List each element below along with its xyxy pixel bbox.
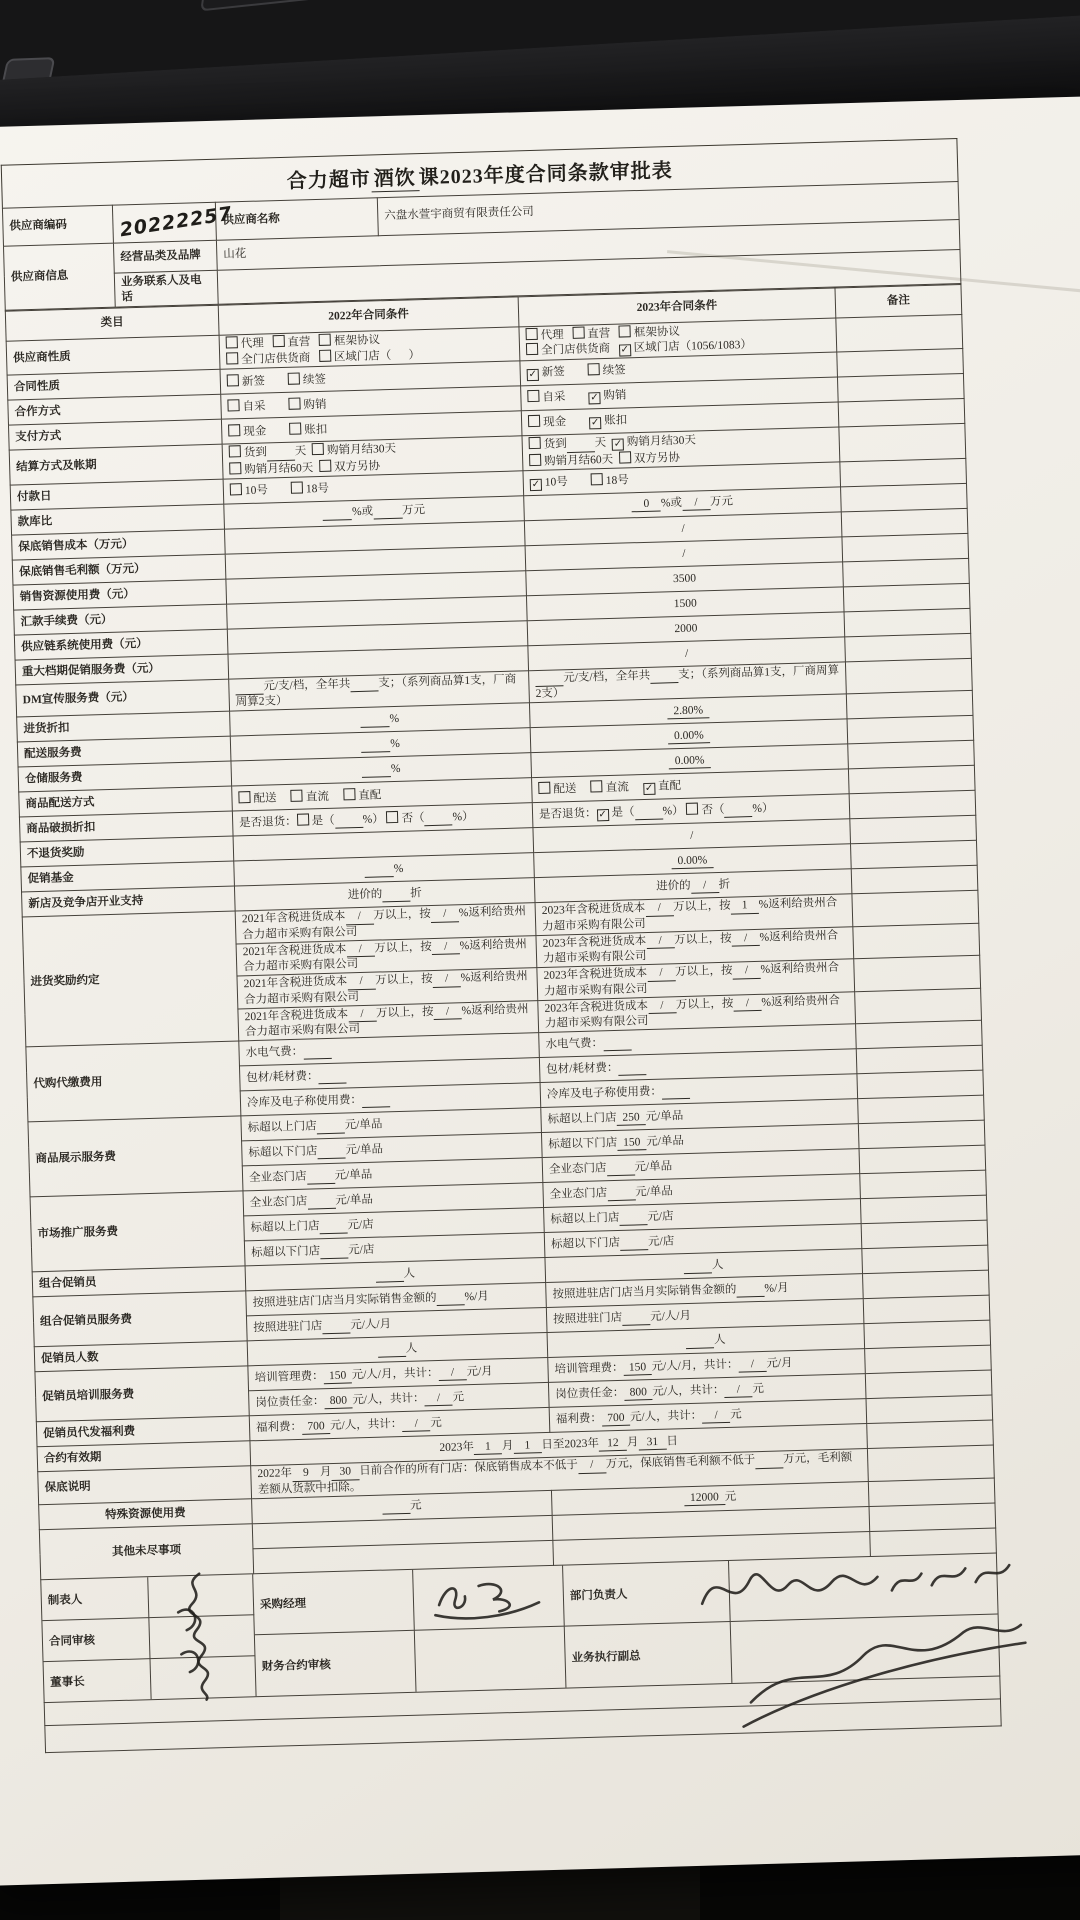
cell-remark <box>837 374 964 403</box>
cell-2023: 福利费： 700 元/人，共计： / 元 <box>549 1399 867 1433</box>
row-label: 促销基金 <box>21 861 235 892</box>
contact-label: 业务联系人及电话 <box>114 270 218 307</box>
cell-remark <box>859 1145 986 1174</box>
cell-2023: 2023年含税进货成本 / 万以上，按 1 %返利给贵州合力超市采购有限公司 <box>535 894 853 935</box>
row-label: 商品展示服务费 <box>28 1116 243 1197</box>
cell-2023: 培训管理费： 150 元/人/月，共计： / 元/月 <box>548 1349 866 1383</box>
cell-2023: 0.00% <box>534 844 852 878</box>
checkbox-unchecked <box>288 372 300 384</box>
checkbox-unchecked <box>619 451 631 463</box>
cell-remark <box>858 1095 985 1124</box>
cell-remark <box>856 1020 983 1049</box>
cell-2022: 全业态门店 元/单品 <box>243 1183 544 1216</box>
row-label: 促销员代发福利费 <box>36 1416 250 1447</box>
cell-2022: 进价的 折 <box>234 878 535 911</box>
signoff-labels-left <box>41 1577 151 1702</box>
cell-2023: 标超以上门店 250 元/单品 <box>541 1099 859 1133</box>
checkbox-unchecked <box>343 788 355 800</box>
cell-2022: 2021年含税进货成本 / 万以上，按 / %返利给贵州合力超市采购有限公司 <box>236 935 537 976</box>
cell-2023: 配送 直流 ✓ 直配 <box>532 769 850 803</box>
checkbox-checked: ✓ <box>644 783 654 795</box>
checkbox-unchecked <box>272 335 284 347</box>
cell-2023: / <box>528 637 846 671</box>
supplier-name-label: 供应商名称 <box>215 198 378 241</box>
cell-remark <box>844 608 971 637</box>
cell-remark <box>866 1395 993 1424</box>
supplier-info-label: 供应商信息 <box>3 243 115 310</box>
row-label: 配送服务费 <box>17 736 231 767</box>
cell-2022: 2021年含税进货成本 / 万以上，按 / %返利给贵州合力超市采购有限公司 <box>237 968 538 1009</box>
signature-cell <box>149 1614 255 1658</box>
checkbox-unchecked <box>319 349 331 361</box>
cell-2023: ✓ 新签 续签 <box>520 352 838 386</box>
cell-remark <box>862 1245 989 1274</box>
cell-remark <box>841 483 968 512</box>
checkbox-unchecked <box>528 415 540 427</box>
cell-2023: 是否退货： ✓ 是（ %） 否（ %） <box>532 794 850 828</box>
checkbox-checked: ✓ <box>590 417 600 429</box>
cell-remark <box>861 1220 988 1249</box>
cell-span: 2023年 1 月 1 日至2023年 12 月 31 日 <box>250 1424 867 1466</box>
cell-2023: 2023年含税进货成本 / 万以上，按 / %返利给贵州合力超市采购有限公司 <box>538 991 856 1032</box>
cell-2022: 现金 账扣 <box>221 411 522 444</box>
checkbox-unchecked <box>291 789 303 801</box>
cell-remark <box>848 766 975 795</box>
cell-remark <box>842 533 969 562</box>
cell-remark <box>865 1345 992 1374</box>
cell-remark <box>841 508 968 537</box>
cell-remark <box>867 1420 994 1449</box>
cell-2023: 1500 <box>526 587 844 621</box>
cell-2022: 培训管理费： 150 元/人/月，共计： / 元/月 <box>248 1358 549 1391</box>
remark-header: 备注 <box>835 284 962 318</box>
row-label: 进货奖励约定 <box>22 911 239 1047</box>
cell-2022: 岗位责任金： 800 元/人，共计： / 元 <box>249 1383 550 1416</box>
category-brand-label: 经营品类及品牌 <box>113 240 217 273</box>
checkbox-checked: ✓ <box>613 438 623 451</box>
cell-remark <box>863 1295 990 1324</box>
cell-2023: / <box>533 819 851 853</box>
keyboard-key <box>200 0 344 11</box>
checkbox-unchecked <box>291 482 303 494</box>
cell-2022: 货到 天 购销月结30天 购销月结60天 双方另协 <box>222 436 523 479</box>
checkbox-unchecked <box>227 399 239 411</box>
cell-2022: % <box>230 703 531 736</box>
checkbox-unchecked <box>229 462 241 474</box>
cell-2023: 货到 天 ✓ 购销月结30天 购销月结60天 双方另协 <box>522 427 840 470</box>
cell-remark <box>870 1528 997 1557</box>
cell-2023: 现金 ✓ 账扣 <box>521 402 839 436</box>
row-label: 支付方式 <box>8 419 222 450</box>
cell-2023: 元/支/档，全年共 支；（系列商品算1支，厂商周算2支） <box>529 662 847 703</box>
signature-cell <box>415 1626 567 1692</box>
cell-2023: 12000 元 <box>551 1481 869 1515</box>
checkbox-unchecked <box>619 325 631 337</box>
cell-2023: / <box>525 537 843 571</box>
row-label: 付款日 <box>10 479 224 510</box>
cell-2022: 全业态门店 元/单品 <box>242 1158 543 1191</box>
row-label: 保底销售毛利额（万元） <box>12 554 226 585</box>
signature-cell <box>150 1655 256 1699</box>
row-label: 供应链系统使用费（元） <box>14 629 228 660</box>
cell-2023: 岗位责任金： 800 元/人，共计： / 元 <box>548 1374 866 1408</box>
cell-2022: 2021年含税进货成本 / 万以上，按 / %返利给贵州合力超市采购有限公司 <box>238 1000 539 1041</box>
category-header: 类目 <box>5 305 219 341</box>
row-label: 销售资源使用费（元） <box>13 579 227 610</box>
row-label: 商品破损折扣 <box>19 811 233 842</box>
cell-2022: 水电气费： <box>239 1033 540 1066</box>
row-label: 特殊资源使用费 <box>39 1499 253 1530</box>
cell-remark <box>845 658 972 694</box>
checkbox-unchecked <box>226 352 238 364</box>
row-label: 款库比 <box>11 504 225 535</box>
cell-remark <box>856 1045 983 1074</box>
checkbox-unchecked <box>572 327 584 339</box>
checkbox-checked: ✓ <box>598 809 607 821</box>
cell-remark <box>860 1170 987 1199</box>
checkbox-unchecked <box>538 782 550 794</box>
checkbox-unchecked <box>588 363 600 375</box>
cell-2023: 人 <box>545 1249 863 1283</box>
cell-2022: % <box>231 753 532 786</box>
cell-remark <box>843 558 970 587</box>
handwritten-supplier-code: 20222257 <box>118 202 235 241</box>
checkbox-unchecked <box>591 473 603 485</box>
row-label: 重大档期促销服务费（元） <box>15 654 229 685</box>
preparer-label: 制表人 <box>41 1577 149 1620</box>
cell-remark <box>854 955 981 991</box>
row-label: 组合促销员服务费 <box>33 1291 247 1347</box>
cell-remark <box>847 716 974 745</box>
cell-2023: 进价的 / 折 <box>534 869 852 903</box>
signoff-labels-right <box>563 1561 732 1688</box>
cell-remark <box>860 1195 987 1224</box>
row-label: 代购代缴费用 <box>26 1041 241 1122</box>
cell-2022: %或 万元 <box>224 496 525 529</box>
cell-remark <box>851 841 978 870</box>
cell-2022: 包材/耗材费： <box>239 1058 540 1091</box>
cell-2023: 0 %或 / 万元 <box>524 487 842 521</box>
checkbox-unchecked <box>289 422 301 434</box>
cell-remark <box>838 399 965 428</box>
row-label: 合同性质 <box>7 369 221 400</box>
finance-review-label: 财务合约审核 <box>255 1630 417 1696</box>
cell-remark <box>851 866 978 895</box>
executive-vp-label: 业务执行副总 <box>565 1621 733 1687</box>
cell-2023: / <box>524 512 842 546</box>
cell-2022: 人 <box>245 1258 546 1291</box>
col-2023-header: 2023年合同条件 <box>518 288 836 327</box>
cell-remark <box>837 349 964 378</box>
cell-2022: % <box>234 853 535 886</box>
checkbox-unchecked <box>230 483 242 495</box>
cell-remark <box>855 988 982 1024</box>
checkbox-checked: ✓ <box>620 344 630 356</box>
cell-2023: 水电气费： <box>539 1024 857 1058</box>
contract-terms-table <box>5 284 997 1580</box>
cell-2022: 元 <box>252 1490 553 1523</box>
cell-2023: 自采 ✓ 购销 <box>521 377 839 411</box>
signoff-sig-left <box>148 1574 256 1699</box>
checkbox-unchecked <box>529 453 541 465</box>
cell-remark <box>869 1503 996 1532</box>
checkbox-unchecked <box>319 459 331 471</box>
checkbox-unchecked <box>296 814 308 826</box>
supplier-code-label: 供应商编码 <box>2 205 113 246</box>
cell-2023: 标超以下门店 元/店 <box>544 1224 862 1258</box>
cell-2023: 2000 <box>527 612 845 646</box>
cell-2022: 福利费： 700 元/人，共计： / 元 <box>249 1408 550 1441</box>
row-label: 市场推广服务费 <box>30 1191 245 1272</box>
cell-2022: % <box>230 728 531 761</box>
checkbox-unchecked <box>227 374 239 386</box>
dept-head-label: 部门负责人 <box>563 1561 731 1626</box>
row-label: 促销员人数 <box>34 1341 248 1372</box>
cell-2022: 标超以下门店 元/店 <box>244 1233 545 1266</box>
cell-2023: 0.00% <box>530 719 848 753</box>
contract-review-label: 合同审核 <box>42 1617 150 1661</box>
cell-2023: 2023年含税进货成本 / 万以上，按 / %返利给贵州合力超市采购有限公司 <box>536 927 854 968</box>
cell-remark <box>849 791 976 820</box>
cell-2022: 标超以上门店 元/单品 <box>241 1108 542 1141</box>
checkbox-checked: ✓ <box>528 369 538 381</box>
checkbox-unchecked <box>229 445 241 457</box>
row-label: 供应商性质 <box>6 335 220 375</box>
cell-2022: 标超以上门店 元/店 <box>244 1208 545 1241</box>
row-label: 保底说明 <box>38 1466 252 1504</box>
checkbox-unchecked <box>529 437 541 449</box>
cell-2023: 标超以上门店 元/店 <box>544 1199 862 1233</box>
cell-span: 2022年 9 月 30 日前合作的所有门店：保底销售成本不低于 / 万元，保底销售毛利额不低于 万元，毛利额差额从货款中扣除。 <box>251 1449 869 1499</box>
row-label: 商品配送方式 <box>19 786 233 817</box>
signature-cell <box>148 1574 254 1617</box>
cell-2022: 按照进驻店门店当月实际销售金额的 %/月 <box>246 1283 547 1316</box>
cell-remark <box>846 691 973 720</box>
form-title: 合力超市酒饮课2023年度合同条款审批表 <box>1 138 959 208</box>
cell-2023: 2.80% <box>529 694 847 728</box>
cell-2022: 2021年含税进货成本 / 万以上，按 / %返利给贵州合力超市采购有限公司 <box>235 903 536 944</box>
checkbox-checked: ✓ <box>531 478 541 490</box>
cell-2022: 代理 直营 框架协议 全门店供货商 区域门店（ ） <box>219 327 520 370</box>
cell-2023: 按照进驻店门店当月实际销售金额的 %/月 <box>546 1274 864 1308</box>
cell-2023: 冷库及电子称使用费： <box>540 1074 858 1108</box>
cell-remark <box>857 1070 984 1099</box>
checkbox-unchecked <box>226 337 238 349</box>
supplier-code-cell <box>112 202 235 243</box>
row-label: 其他未尽事项 <box>39 1524 253 1580</box>
signoff-labels-mid <box>253 1570 416 1696</box>
cell-remark <box>858 1120 985 1149</box>
row-label: 组合促销员 <box>32 1266 246 1297</box>
cell-2022: 配送 直流 直配 <box>232 778 533 811</box>
cell-2023: 包材/耗材费： <box>539 1049 857 1083</box>
cell-2023: 2023年含税进货成本 / 万以上，按 / %返利给贵州合力超市采购有限公司 <box>537 959 855 1000</box>
cell-remark <box>853 923 980 959</box>
checkbox-unchecked <box>591 780 603 792</box>
checkbox-unchecked <box>525 328 537 340</box>
checkbox-unchecked <box>526 343 538 355</box>
checkbox-checked: ✓ <box>590 392 599 404</box>
cell-remark <box>867 1445 994 1481</box>
cell-2023: 0.00% <box>531 744 849 778</box>
cell-remark <box>863 1270 990 1299</box>
row-label: 合约有效期 <box>37 1441 251 1472</box>
cell-2022: 元/支/档，全年共 支；（系列商品算1支，厂商周算2支） <box>229 670 530 711</box>
checkbox-unchecked <box>319 334 331 346</box>
col-2022-header: 2022年合同条件 <box>218 297 519 335</box>
cell-remark <box>843 583 970 612</box>
checkbox-unchecked <box>228 424 240 436</box>
category-brand-value: 山花 <box>216 220 960 271</box>
cell-2023: 3500 <box>526 562 844 596</box>
cell-2022: 是否退货： 是（ %） 否（ %） <box>232 803 533 836</box>
signoff-sig-mid <box>413 1565 566 1691</box>
cell-remark <box>852 891 979 927</box>
checkbox-unchecked <box>288 397 300 409</box>
cell-2023: 人 <box>547 1324 865 1358</box>
row-label: 促销员培训服务费 <box>35 1366 249 1422</box>
row-label: DM宣传服务费（元） <box>16 679 230 717</box>
row-label: 汇款手续费（元） <box>14 604 228 635</box>
signature-cell <box>729 1553 998 1621</box>
cell-2022: 自采 购销 <box>221 386 522 419</box>
cell-2023: 代理 直营 框架协议 全门店供货商 ✓ 区域门店（1056/1083） <box>519 318 837 361</box>
supplier-name-value: 六盘水萱宇商贸有限责任公司 <box>377 182 959 236</box>
cell-remark <box>865 1370 992 1399</box>
cell-2022: 标超以下门店 元/单品 <box>242 1133 543 1166</box>
cell-2023: 标超以下门店 150 元/单品 <box>541 1124 859 1158</box>
row-label: 合作方式 <box>8 394 222 425</box>
row-label: 结算方式及帐期 <box>9 444 223 484</box>
signoff-sig-right <box>729 1553 999 1682</box>
cell-2022: 人 <box>247 1333 548 1366</box>
checkbox-unchecked <box>686 803 698 815</box>
cell-2023: ✓ 10号 18号 <box>523 462 841 496</box>
cell-remark <box>845 633 972 662</box>
purchase-manager-label: 采购经理 <box>253 1570 415 1635</box>
cell-2023: 按照进驻门店 元/人/月 <box>546 1299 864 1333</box>
cell-remark <box>836 314 963 352</box>
cell-2022: 按照进驻门店 元/人/月 <box>246 1308 547 1341</box>
cell-2022: 冷库及电子称使用费： <box>240 1083 541 1116</box>
checkbox-unchecked <box>527 390 539 402</box>
paper-sheet <box>0 96 1080 1885</box>
row-label: 新店及竞争店开业支持 <box>22 886 236 917</box>
row-label: 保底销售成本（万元） <box>12 529 226 560</box>
cell-remark <box>840 458 967 487</box>
cell-2023: 全业态门店 元/单品 <box>542 1149 860 1183</box>
cell-2022: 10号 18号 <box>223 471 524 504</box>
row-label: 进货折扣 <box>17 711 231 742</box>
chairman-label: 董事长 <box>44 1658 152 1702</box>
signature-cell <box>413 1565 565 1630</box>
cell-remark <box>848 741 975 770</box>
row-label: 仓储服务费 <box>18 761 232 792</box>
signature-cell <box>731 1614 1000 1683</box>
cell-remark <box>868 1478 995 1507</box>
checkbox-unchecked <box>312 443 324 455</box>
cell-2023: 全业态门店 元/单品 <box>543 1174 861 1208</box>
cell-remark <box>850 816 977 845</box>
cell-remark <box>839 424 966 462</box>
cell-remark <box>864 1320 991 1349</box>
cell-2022: 新签 续签 <box>220 361 521 394</box>
approval-form <box>1 138 1002 1753</box>
checkbox-unchecked <box>386 811 398 823</box>
row-label: 不退货奖励 <box>20 836 234 867</box>
checkbox-unchecked <box>238 791 250 803</box>
